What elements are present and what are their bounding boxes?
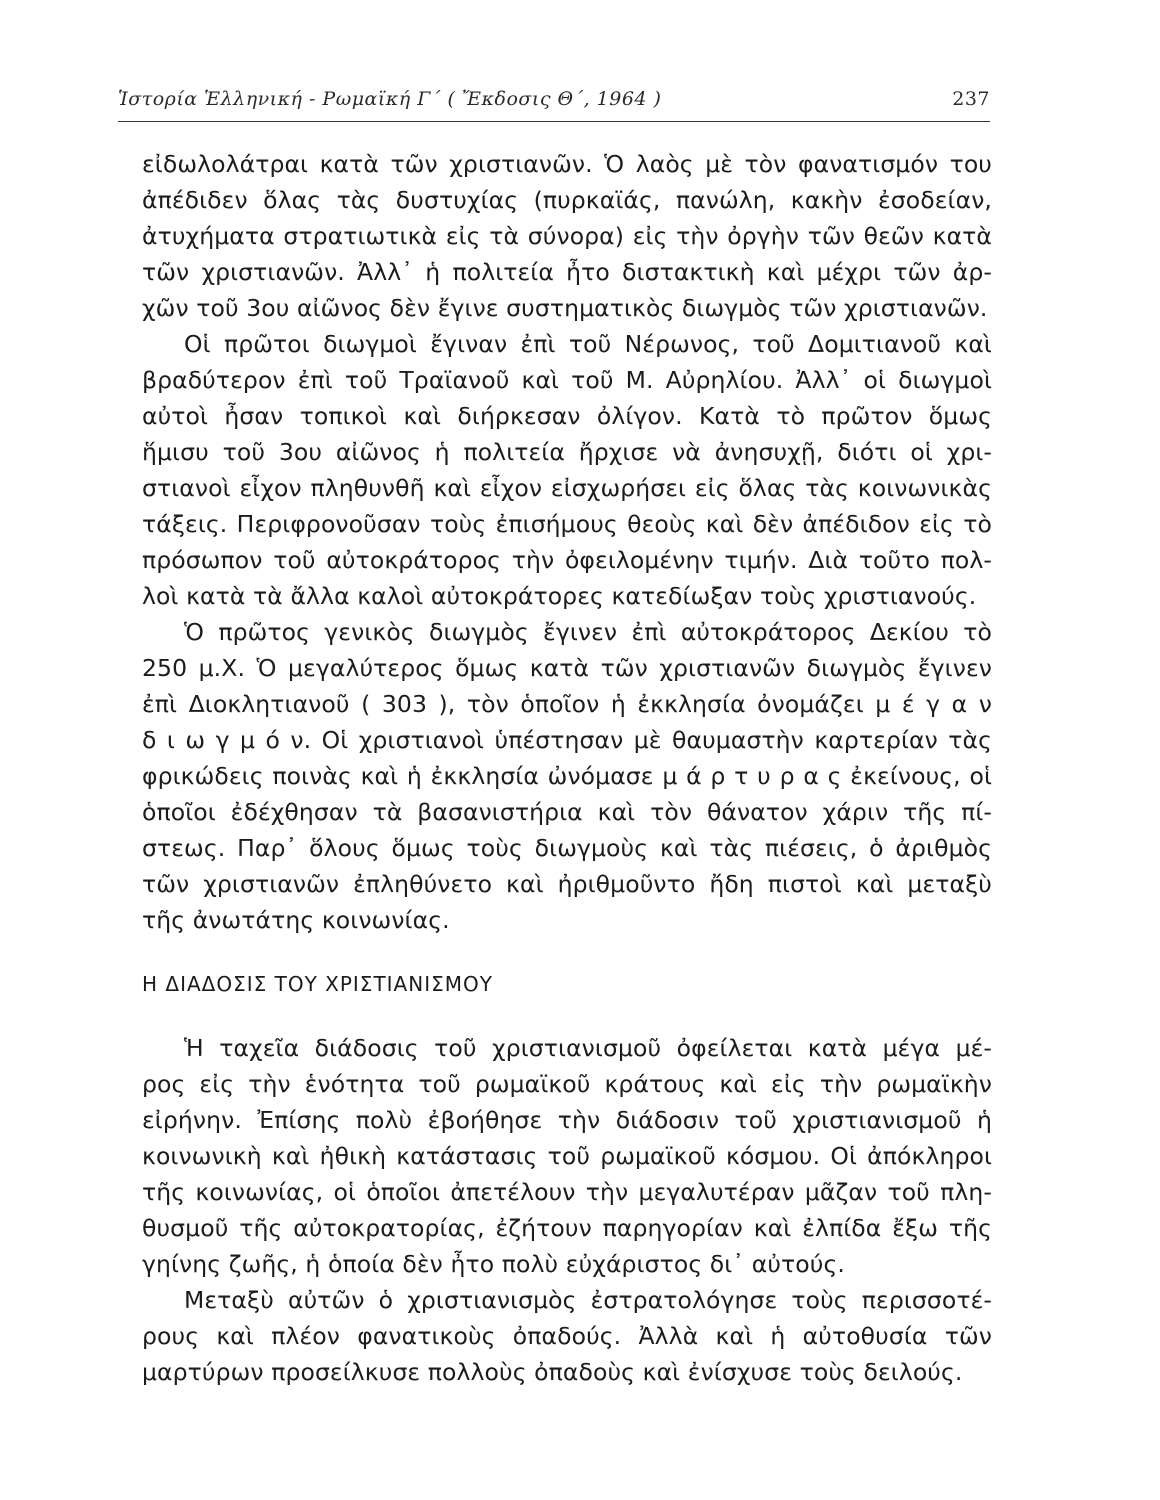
text-line: ἥμισυ τοῦ 3ου αἰῶνος ἡ πολιτεία ἤρχισε νὰ ἀνησυχῇ, διότι οἱ χρι- (142, 438, 992, 466)
paragraph (142, 1030, 992, 1282)
text-line: τῆς κοινωνίας, οἱ ὁποῖοι ἀπετέλουν τὴν μεγαλυτέραν μᾶζαν τοῦ πλη- (142, 1178, 992, 1206)
paragraph (142, 146, 992, 326)
text-line: τάξεις. Περιφρονοῦσαν τοὺς ἐπισήμους θεοὺς καὶ δὲν ἀπέδιδον εἰς τὸ (142, 510, 992, 538)
text-line: εἰρήνην. Ἐπίσης πολὺ ἐβοήθησε τὴν διάδοσιν τοῦ χριστιανισμοῦ ἡ (142, 1106, 992, 1134)
text-line: ὁποῖοι ἐδέχθησαν τὰ βασανιστήρια καὶ τὸν θάνατον χάριν τῆς πί- (142, 798, 992, 826)
text-line: εἰδωλολάτραι κατὰ τῶν χριστιανῶν. Ὁ λαὸς μὲ τὸν φανατισμόν του (142, 150, 992, 178)
text-line: κοινωνικὴ καὶ ἠθικὴ κατάστασις τοῦ ρωμαϊκοῦ κόσμου. Οἱ ἀπόκληροι (142, 1142, 992, 1170)
text-line: ρους καὶ πλέον φανατικοὺς ὀπαδούς. Ἀλλὰ καὶ ἡ αὐτοθυσία τῶν (142, 1322, 992, 1350)
text-line: ἀτυχήματα στρατιωτικὰ εἰς τὰ σύνορα) εἰς τὴν ὀργὴν τῶν θεῶν κατὰ (142, 222, 992, 250)
text-line: ἀπέδιδεν ὅλας τὰς δυστυχίας (πυρκαϊάς, πανώλη, κακὴν ἐσοδείαν, (142, 186, 992, 214)
page-number: 237 (952, 88, 990, 110)
text-line: ἐπὶ Διοκλητιανοῦ ( 303 ), τὸν ὁποῖον ἡ ἐκκλησία ὀνομάζει μ έ γ α ν (142, 690, 992, 718)
text-line: χῶν τοῦ 3ου αἰῶνος δὲν ἔγινε συστηματικὸς διωγμὸς τῶν χριστιανῶν. (142, 294, 988, 322)
text-line: τῶν χριστιανῶν. Ἀλλ᾽ ἡ πολιτεία ἦτο διστακτικὴ καὶ μέχρι τῶν ἀρ- (142, 258, 992, 286)
text-line: τῶν χριστιανῶν ἐπληθύνετο καὶ ἠριθμοῦντο ἤδη πιστοὶ καὶ μεταξὺ (142, 870, 992, 898)
text-line: λοὶ κατὰ τὰ ἄλλα καλοὶ αὐτοκράτορες κατεδίωξαν τοὺς χριστιανούς. (142, 582, 977, 610)
body-text (142, 146, 992, 1390)
text-line: Μεταξὺ αὐτῶν ὁ χριστιανισμὸς ἐστρατολόγησε τοὺς περισσοτέ- (184, 1286, 992, 1314)
text-line: 250 μ.Χ. Ὁ μεγαλύτερος ὅμως κατὰ τῶν χριστιανῶν διωγμὸς ἔγινεν (142, 654, 992, 682)
text-line: θυσμοῦ τῆς αὐτοκρατορίας, ἐζήτουν παρηγορίαν καὶ ἐλπίδα ἔξω τῆς (142, 1214, 992, 1242)
text-line: βραδύτερον ἐπὶ τοῦ Τραϊανοῦ καὶ τοῦ Μ. Αὐρηλίου. Ἀλλ᾽ οἱ διωγμοὶ (142, 366, 992, 394)
text-line: Ὁ πρῶτος γενικὸς διωγμὸς ἔγινεν ἐπὶ αὐτοκράτορος Δεκίου τὸ (184, 618, 992, 646)
text-line: τῆς ἀνωτάτης κοινωνίας. (142, 906, 450, 934)
text-line: δ ι ω γ μ ό ν. Οἱ χριστιανοὶ ὑπέστησαν μὲ θαυμαστὴν καρτερίαν τὰς (142, 726, 992, 754)
section-heading: Η ΔΙΑΔΟΣΙΣ ΤΟΥ ΧΡΙΣΤΙΑΝΙΣΜΟΥ (142, 972, 493, 996)
paragraph (142, 1282, 992, 1390)
text-line: στιανοὶ εἶχον πληθυνθῆ καὶ εἶχον εἰσχωρήσει εἰς ὅλας τὰς κοινωνικὰς (142, 474, 992, 502)
text-line: μαρτύρων προσείλκυσε πολλοὺς ὀπαδοὺς καὶ ἐνίσχυσε τοὺς δειλούς. (142, 1358, 963, 1386)
text-line: Ἡ ταχεῖα διάδοσις τοῦ χριστιανισμοῦ ὀφείλεται κατὰ μέγα μέ- (184, 1034, 992, 1062)
text-line: αὐτοὶ ἦσαν τοπικοὶ καὶ διήρκεσαν ὀλίγον. Κατὰ τὸ πρῶτον ὅμως (142, 402, 992, 430)
text-line: Οἱ πρῶτοι διωγμοὶ ἔγιναν ἐπὶ τοῦ Νέρωνος, τοῦ Δομιτιανοῦ καὶ (184, 330, 992, 358)
text-line: γηίνης ζωῆς, ἡ ὁποία δὲν ἦτο πολὺ εὐχάριστος δι᾽ αὐτούς. (142, 1250, 845, 1278)
text-line: φρικώδεις ποινὰς καὶ ἡ ἐκκλησία ὠνόμασε μ ά ρ τ υ ρ α ς ἐκείνους, οἱ (142, 762, 992, 790)
header-rule (118, 121, 990, 122)
text-line: ρος εἰς τὴν ἑνότητα τοῦ ρωμαϊκοῦ κράτους καὶ εἰς τὴν ρωμαϊκὴν (142, 1070, 992, 1098)
text-line: στεως. Παρ᾽ ὅλους ὅμως τοὺς διωγμοὺς καὶ τὰς πιέσεις, ὁ ἀριθμὸς (142, 834, 992, 862)
text-line: πρόσωπον τοῦ αὐτοκράτορος τὴν ὀφειλομένην τιμήν. Διὰ τοῦτο πολ- (142, 546, 992, 574)
running-head (118, 74, 990, 110)
running-head-title: Ἱστορία Ἑλληνική - Ρωμαϊκή Γ΄ ( Ἔκδοσις Θ΄, 1964 ) (118, 88, 662, 110)
paragraph (142, 326, 992, 614)
paragraph (142, 614, 992, 938)
